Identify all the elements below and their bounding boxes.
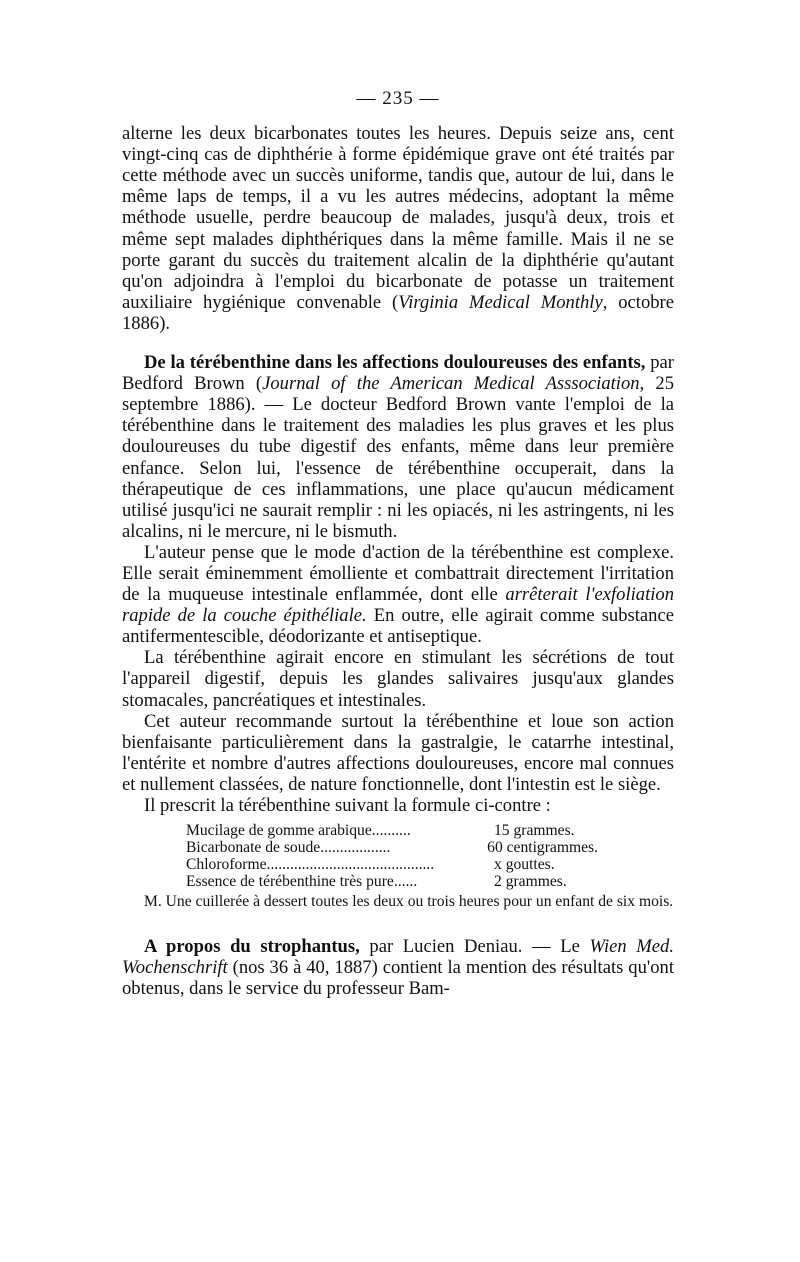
formula-ingredient: Bicarbonate de soude [186, 839, 321, 857]
paragraph-text: L'auteur pense que le mode d'action de la térébenthine est complexe. Elle serait éminemment émolliente et combattrait directement l'irritation de la muqueuse intestinale enflammée, dont elle [122, 541, 674, 606]
journal-title: Wien Med. Wochenschrift [122, 936, 674, 979]
paragraph-text: alterne les deux bicarbonates toutes les heures. Depuis seize ans, cent vingt-cinq cas de diphthérie à forme épidémique grave ont été traités par cette méthode avec un succès uniforme, tandis que, autour de lui, dans le même laps de temps, il a vu les autres médecins, adoptant la même méthode usuelle, perdre beaucoup de malades, jusqu'à deux, trois et même sept malades diphthériques dans la même famille. Mais il ne se porte garant du succès du traitement alcalin de la diphthérie qu'autant qu'on adjoindra à l'emploi du bicarbonate de potasse un traitement auxiliaire hygiénique convenable ( [122, 123, 674, 313]
section-heading: A propos du strophantus, [144, 936, 360, 958]
formula-row [186, 839, 598, 856]
section-heading: De la térébenthine dans les affections douloureuses des enfants, [144, 352, 646, 374]
paragraph-text: , octobre 1886). [122, 291, 674, 334]
paragraph-recommendation: Cet auteur recommande surtout la térébenthine et loue son action bienfaisante particulièrement dans la gastralgie, le catarrhe intestinal, l'entérite et nombre d'autres affections douloureuses, encore mal connues et nullement classées, de nature fonctionnelle, dont l'intestin est le siège. [122, 710, 674, 795]
paragraph-formula-intro: Il prescrit la térébenthine suivant la formule ci-contre : [144, 795, 551, 816]
paragraph-diphtheria [122, 123, 674, 334]
formula-leader: .................. [320, 839, 391, 857]
journal-title: Virginia Medical Monthly [398, 291, 603, 313]
paragraph-text: (nos 36 à 40, 1887) contient la mention des résultats qu'ont obtenus, dans le service du professeur Bam- [122, 957, 674, 1000]
section-strophantus [122, 936, 674, 999]
page-number: — 235 — [356, 88, 440, 109]
formula-row [186, 873, 598, 890]
formula-quantity: 2 grammes. [494, 873, 567, 891]
formula-quantity: 15 grammes. [494, 822, 575, 840]
formula-leader: .......... [371, 822, 411, 840]
paragraph-text: , 25 septembre 1886). — Le docteur Bedford Brown vante l'emploi de la térébenthine dans le traitement des maladies les plus graves et les plus douloureuses du tube digestif des enfants, même dans leur première enfance. Selon lui, l'essence de térébenthine occuperait, dans la thérapeutique de ces inflammations, une place qu'aucun médicament utilisé jusqu'ici ne saurait remplir : ni les opiacés, ni les astringents, ni les alcalins, ni le mercure, ni le bismuth. [122, 373, 674, 542]
formula-row [186, 856, 598, 873]
book-page [122, 88, 674, 999]
paragraph-text: En outre, elle agirait comme substance antifermentescible, déodorizante et antiseptique. [122, 605, 674, 648]
section-turpentine [122, 352, 674, 542]
formula-note: M. Une cuillerée à dessert toutes les deux ou trois heures pour un enfant de six mois. [144, 893, 674, 911]
journal-title: Journal of the American Medical Asssociation [262, 373, 640, 395]
formula-quantity: x gouttes. [494, 856, 555, 874]
formula-ingredient: Mucilage de gomme arabique [186, 822, 372, 840]
author-text: par Lucien Deniau. — Le [359, 936, 590, 958]
formula-ingredient: Chloroforme [186, 856, 267, 874]
formula-ingredient: Essence de térébenthine très pure [186, 873, 394, 891]
italic-phrase: arrêterait l'exfoliation rapide de la couche épithéliale. [122, 584, 674, 627]
paragraph-mode-action [122, 542, 674, 647]
formula-row [186, 822, 598, 839]
formula-leader: ........................................... [266, 856, 435, 874]
formula-quantity: 60 centigrammes. [487, 839, 598, 857]
author-text: par Bedford Brown ( [122, 352, 674, 395]
formula-leader: ...... [393, 873, 418, 891]
formula-table [186, 822, 598, 890]
paragraph-secretions: La térébenthine agirait encore en stimulant les sécrétions de tout l'appareil digestif, depuis les glandes salivaires jusqu'aux glandes stomacales, pancréatiques et intestinales. [122, 647, 674, 711]
